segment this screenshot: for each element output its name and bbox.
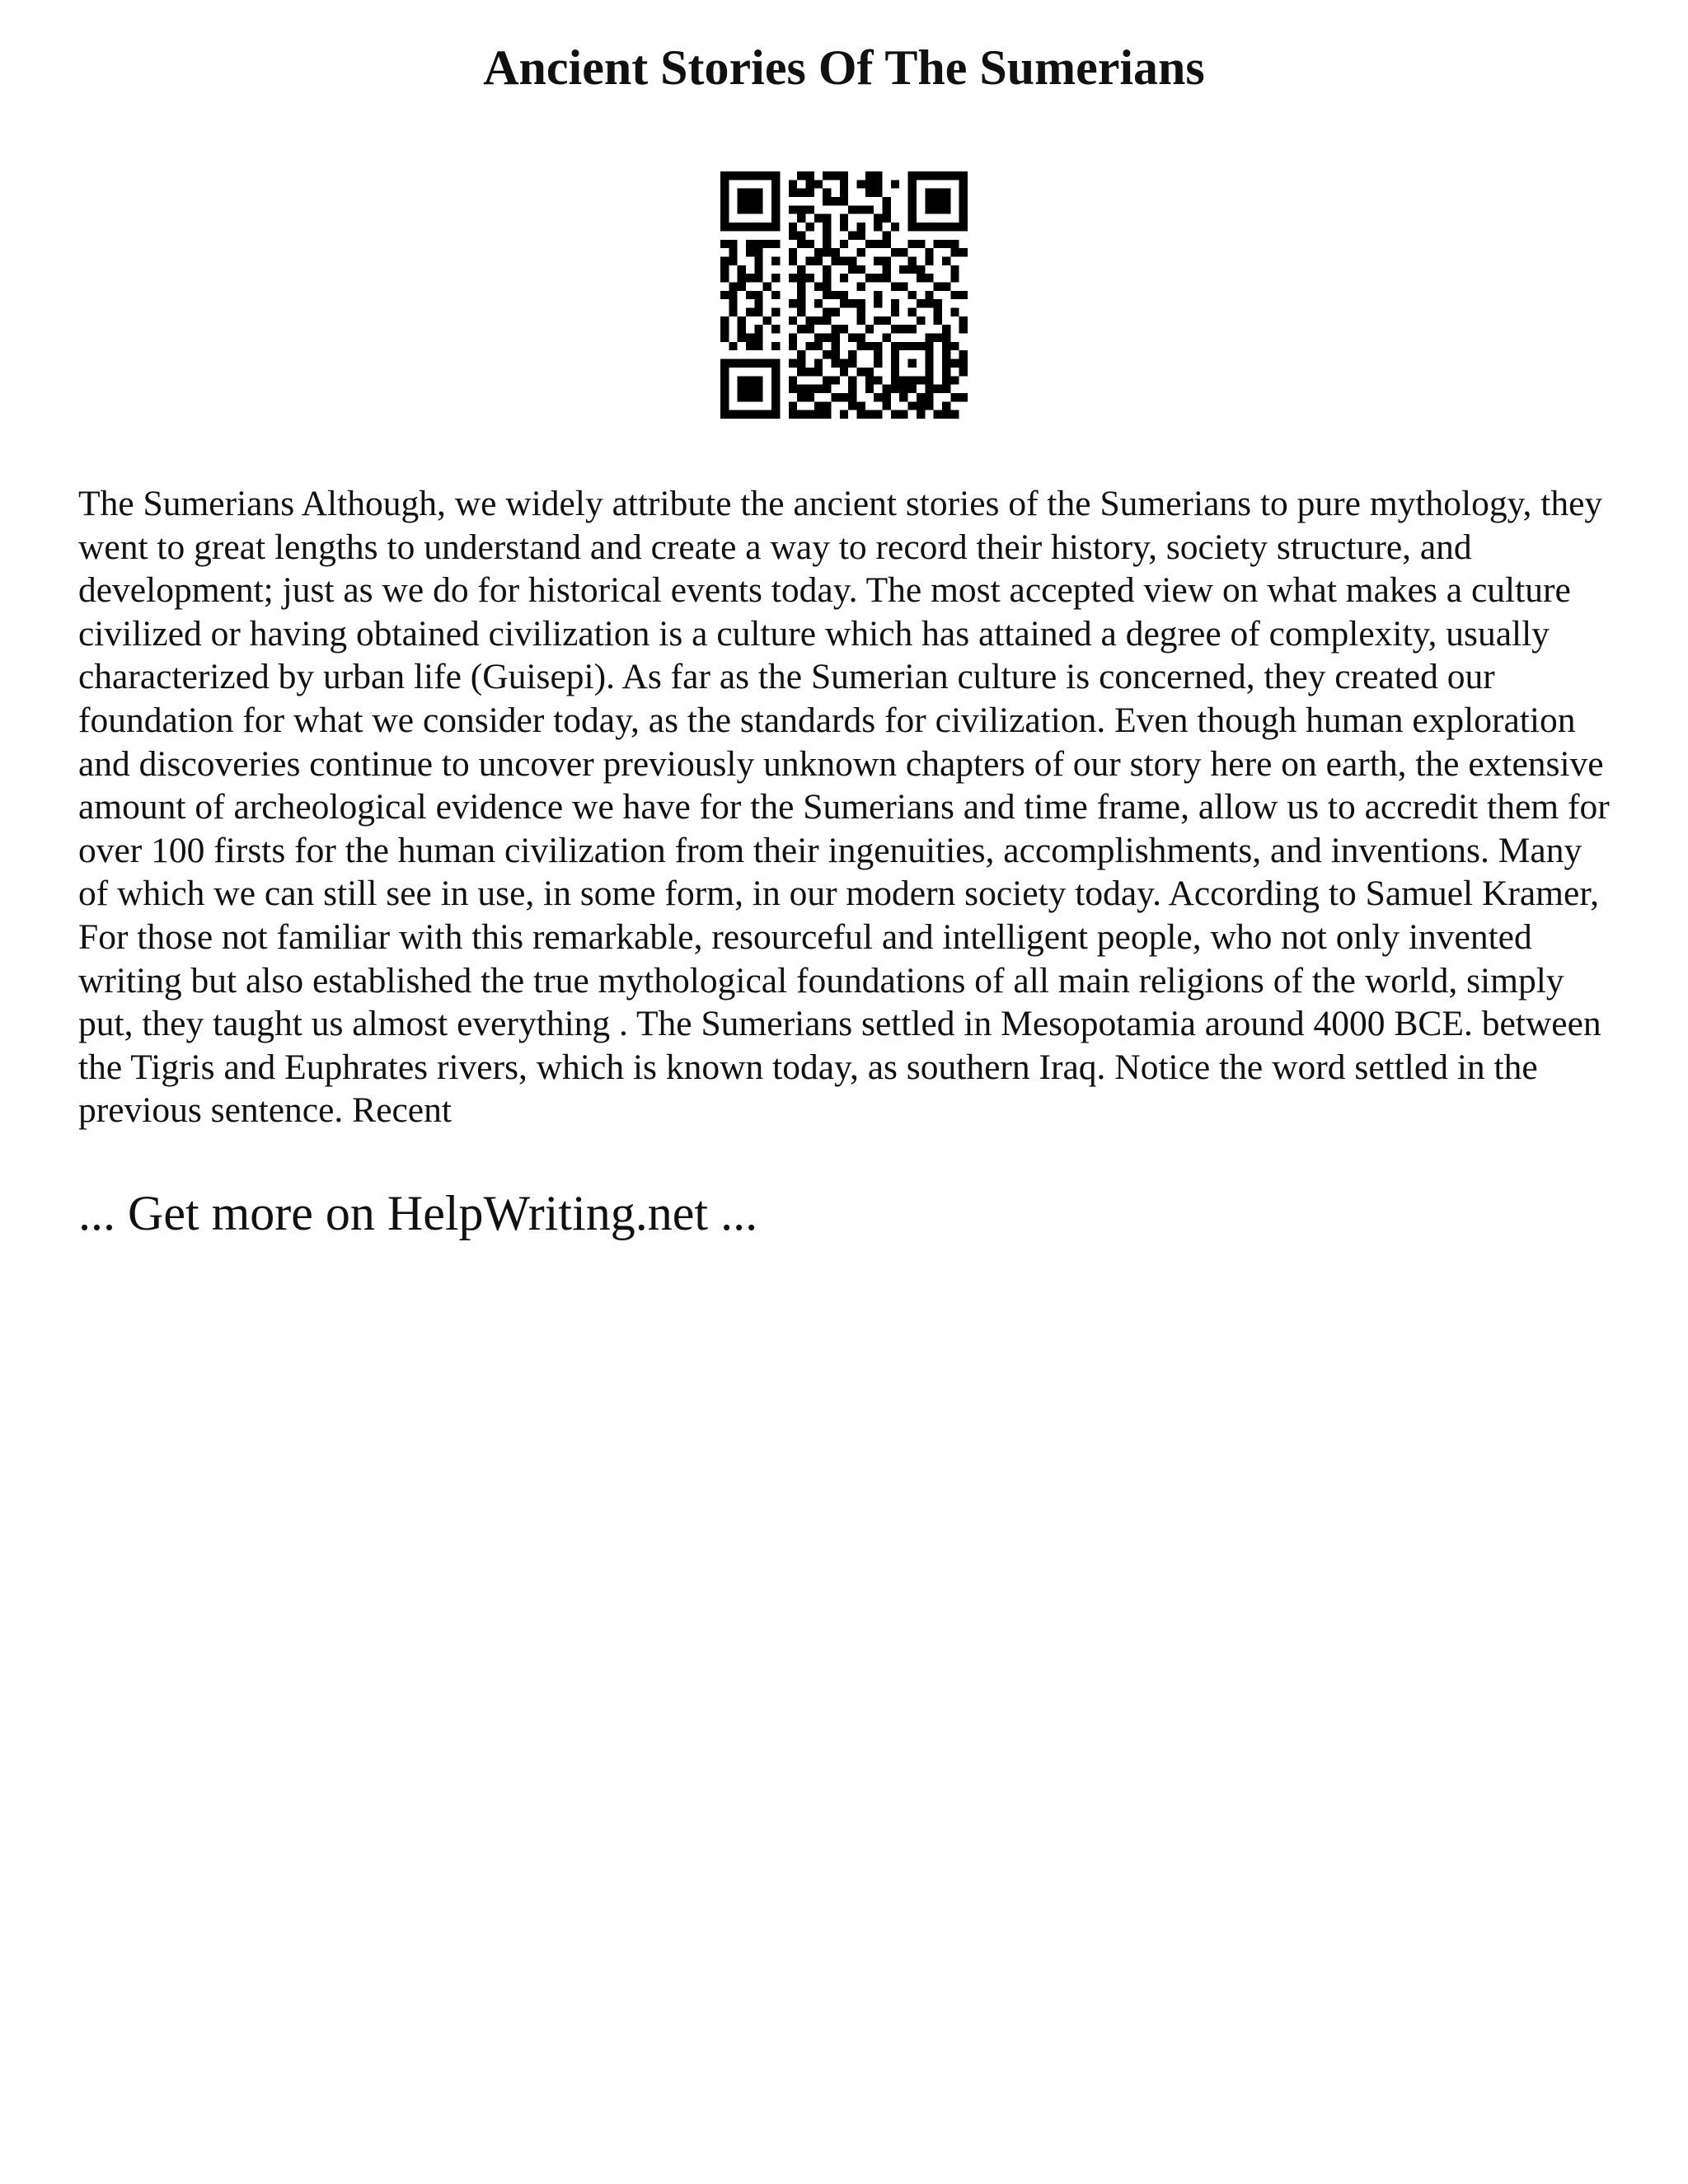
- qr-code-icon: [720, 171, 968, 419]
- qr-code: [720, 171, 968, 419]
- get-more-link[interactable]: ... Get more on HelpWriting.net ...: [78, 1186, 758, 1240]
- document-title: Ancient Stories Of The Sumerians: [483, 40, 1205, 95]
- document-body-text: The Sumerians Although, we widely attribute the ancient stories of the Sumerians to pure mythology, they went to great lengths to understand and create a way to record their history, society structure, and development; just as we do for historical events today. The most accepted view on what makes a culture civilized or having obtained civilization is a culture which has attained a degree of complexity, usually characterized by urban life (Guisepi). As far as the Sumerian culture is concerned, they created our foundation for what we consider today, as the standards for civilization. Even though human exploration and discoveries continue to uncover previously unknown chapters of our story here on earth, the extensive amount of archeological evidence we have for the Sumerians and time frame, allow us to accredit them for over 100 firsts for the human civilization from their ingenuities, accomplishments, and inventions. Many of which we can still see in use, in some form, in our modern society today. According to Samuel Kramer, For those not familiar with this remarkable, resourceful and intelligent people, who not only invented writing but also established the true mythological foundations of all main religions of the world, simply put, they taught us almost everything . The Sumerians settled in Mesopotamia around 4000 BCE. between the Tigris and Euphrates rivers, which is known today, as southern Iraq. Notice the word settled in the previous sentence. Recent: [78, 484, 1610, 1131]
